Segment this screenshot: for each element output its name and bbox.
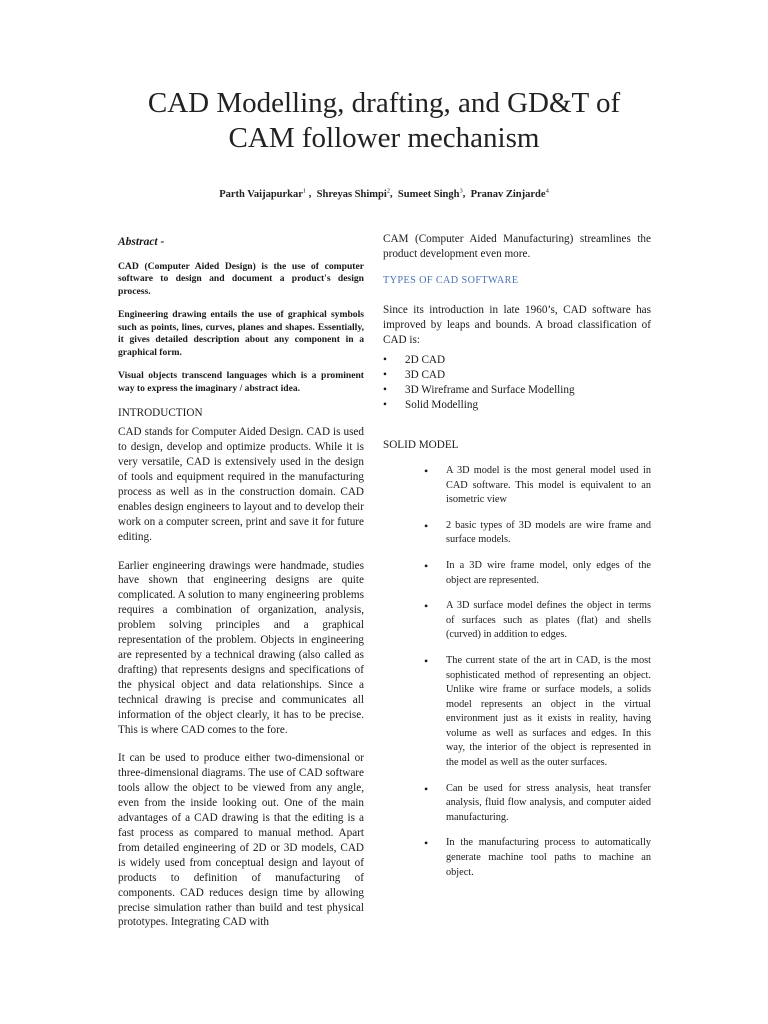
author-1: Parth Vaijapurkar$^1$ [219, 187, 307, 200]
list-item: • A 3D surface model defines the object in terms of surfaces such as plates (flat) and shells (curved) in addition to edges. [424, 599, 651, 643]
introduction-paragraph: Earlier engineering drawings were handmade, studies have shown that engineering designs are quite complicated. A solution to many engineering problems requires a combination of organization, analysis, problem solving principles and a graphical representation of the problem. Objects in engineering are represented by a technical drawing (also called as drafting) that represents designs and specifications of the physical object and data relationships. Since a technical drawing is precise and communicates all information of the object clearly, it has to be precise. This is where CAD comes to the fore. [118, 559, 364, 736]
list-item: • Solid Modelling [383, 398, 651, 413]
author-3: Sumeet Singh$^3$ [397, 187, 463, 200]
list-item: • 2D CAD [383, 353, 651, 368]
abstract-paragraph: CAD (Computer Aided Design) is the use of computer software to design and document a product's design process. [118, 260, 364, 297]
list-item: • Can be used for stress analysis, heat transfer analysis, fluid flow analysis, and computer aided manufacturing. [424, 782, 651, 826]
continued-paragraph: CAM (Computer Aided Manufacturing) streamlines the product development even more. [383, 233, 651, 260]
list-item: • In a 3D wire frame model, only edges of the object are represented. [424, 559, 651, 588]
right-column [383, 232, 651, 891]
cad-types-list [383, 353, 651, 413]
left-column [118, 232, 364, 944]
abstract-paragraph: Visual objects transcend languages which is a prominent way to express the imaginary / abstract idea. [118, 370, 364, 394]
list-item: • 3D Wireframe and Surface Modelling [383, 383, 651, 398]
types-heading: TYPES OF CAD SOFTWARE [383, 274, 519, 286]
list-item: • A 3D model is the most general model used in CAD software. This model is equivalent to an isometric view [424, 464, 651, 508]
introduction-paragraph: It can be used to produce either two-dimensional or three-dimensional diagrams. The use of CAD software tools allow the object to be viewed from any angle, even from the inside looking out. One of the main advantages of a CAD drawing is that the editing is a fast process as compared to manual method. Apart from detailed engineering of 2D or 3D models, CAD is widely used from conceptual design and layout of products to definition of manufacturing of components. CAD reduces design time by allowing precise simulation rather than build and test physical prototypes. Integrating CAD with [118, 752, 364, 929]
list-item: • In the manufacturing process to automatically generate machine tool paths to machine an object. [424, 836, 651, 880]
title-line-2: CAM follower mechanism [228, 122, 540, 154]
types-intro: Since its introduction in late 1960’s, CAD software has improved by leaps and bounds. A broad classification of CAD is: [383, 303, 651, 346]
solid-model-list [383, 464, 651, 880]
abstract-paragraph: Engineering drawing entails the use of graphical symbols such as points, lines, curves, planes and shapes. Essentially, it gives detailed description about any component in a graphical form. [118, 309, 364, 358]
author-list: Parth Vaijapurkar$^1$ , Shreyas Shimpi$^2$, Sumeet Singh$^3$, Pranav Zinjarde$^4$ [219, 187, 549, 200]
introduction-heading: INTRODUCTION [118, 407, 203, 420]
title-line-1: CAD Modelling, drafting, and GD&T of [147, 87, 621, 119]
paper-title [0, 86, 768, 156]
author-2: Shreyas Shimpi$^2$ [316, 187, 391, 200]
abstract-heading: Abstract - [118, 236, 165, 248]
list-item: • 2 basic types of 3D models are wire frame and surface models. [424, 519, 651, 548]
solid-model-heading: SOLID MODEL [383, 439, 459, 452]
list-item: • 3D CAD [383, 368, 651, 383]
introduction-paragraph: CAD stands for Computer Aided Design. CAD is used to design, develop and optimize products. While it is very versatile, CAD is extensively used in the design of tools and equipment required in the manufacturing process as well as in the construction domain. CAD enables design engineers to layout and to develop their work on a computer screen, print and save it for future editing. [118, 426, 364, 543]
author-4: Pranav Zinjarde$^4$ [470, 187, 549, 200]
list-item: • The current state of the art in CAD, is the most sophisticated method of representing an object. Unlike wire frame or surface models, a solids model represents an object in the virtual environment just as it exists in reality, having volume as well as surfaces and edges. In this way, the interior of the object is represented in the model as well as the outer surfaces. [424, 654, 651, 771]
